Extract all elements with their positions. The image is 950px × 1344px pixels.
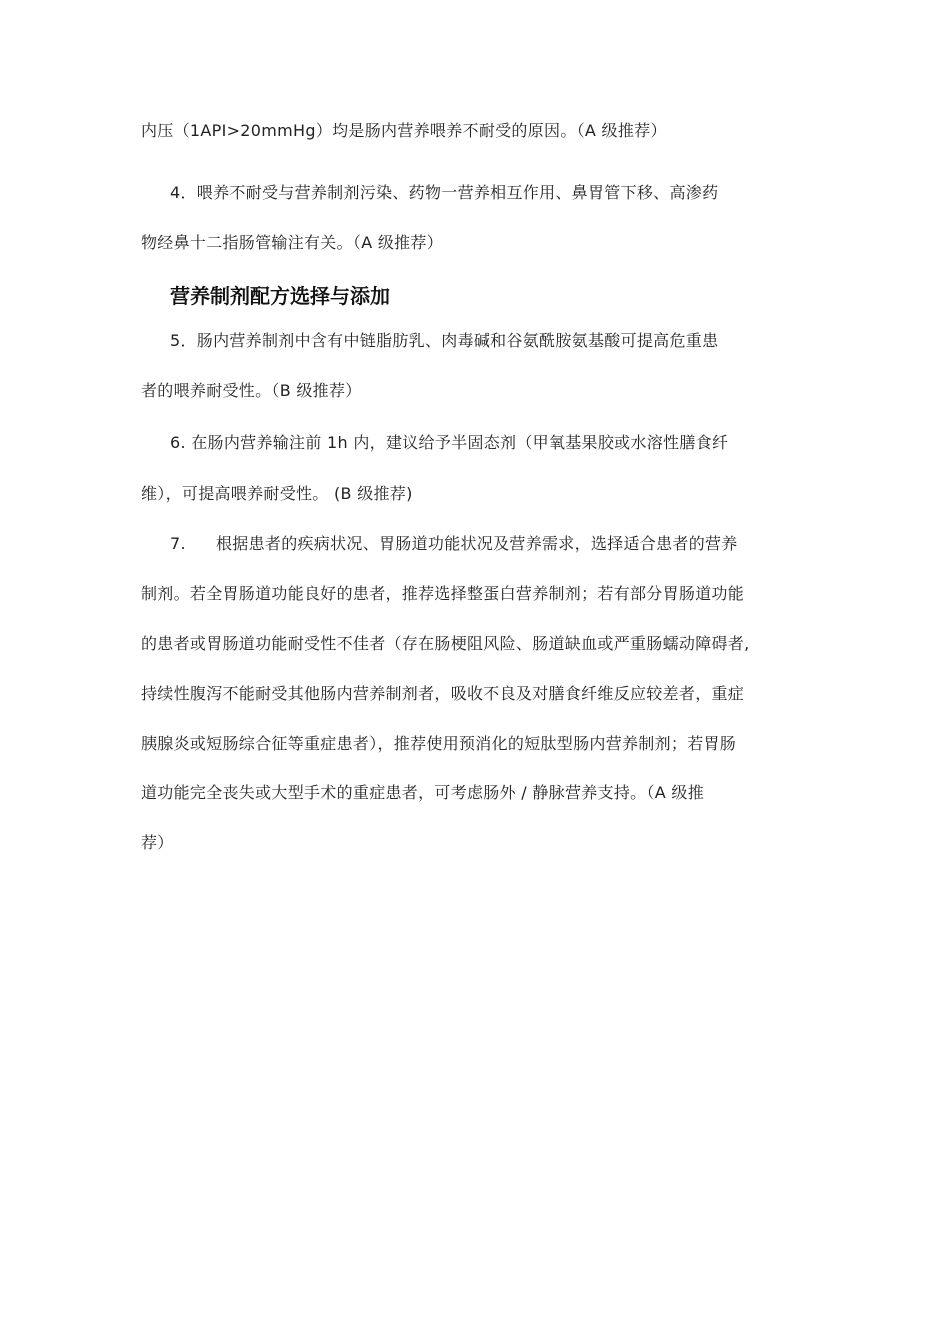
para-5-text-1: 肠内营养制剂中含有中链脂肪乳、肉毒碱和谷氨酰胺氨基酸可提高危重患 [196,331,719,350]
para-6-line-2: 维），可提高喂养耐受性。 (B 级推荐) [141,484,413,503]
para-4-text-1: 喂养不耐受与营养制剂污染、药物一营养相互作用、鼻胃管下移、高渗药 [196,183,719,202]
para-7-line-3: 的患者或胃肠道功能耐受性不佳者（存在肠梗阻风险、肠道缺血或严重肠蠕动障碍者, [141,634,750,653]
para-7-line-1 [170,534,738,554]
para-5-line-1 [170,331,718,351]
para-4-number: 4． [170,183,197,202]
para-5-line-2: 者的喂养耐受性。（B 级推荐） [141,381,362,400]
para-3-tail-line: 内压（1API>20mmHg）均是肠内营养喂养不耐受的原因。（A 级推荐） [141,121,667,140]
para-5-number: 5． [170,331,197,350]
para-7-line-5: 胰腺炎或短肠综合征等重症患者），推荐使用预消化的短肽型肠内营养制剂；若胃肠 [141,734,737,753]
para-7-line-7: 荐） [141,833,174,852]
para-6-line-1: 6. 在肠内营养输注前 1h 内，建议给予半固态剂（甲氧基果胶或水溶性膳食纤 [170,433,729,452]
para-4-line-2: 物经鼻十二指肠管输注有关。（A 级推荐） [141,233,444,252]
section-heading: 营养制剂配方选择与添加 [170,284,390,308]
para-7-line-2: 制剂。若全胃肠道功能良好的患者，推荐选择整蛋白营养制剂；若有部分胃肠道功能 [141,584,745,603]
para-4-line-1 [170,183,718,203]
para-7-line-6: 道功能完全丧失或大型手术的重症患者，可考虑肠外 / 静脉营养支持。（A 级推 [141,783,704,802]
para-7-line-4: 持续性腹泻不能耐受其他肠内营养制剂者，吸收不良及对膳食纤维反应较差者，重症 [141,684,745,703]
para-7-text-1: 根据患者的疾病状况、胃肠道功能状况及营养需求，选择适合患者的营养 [216,534,738,553]
para-7-number: 7. [170,534,186,553]
